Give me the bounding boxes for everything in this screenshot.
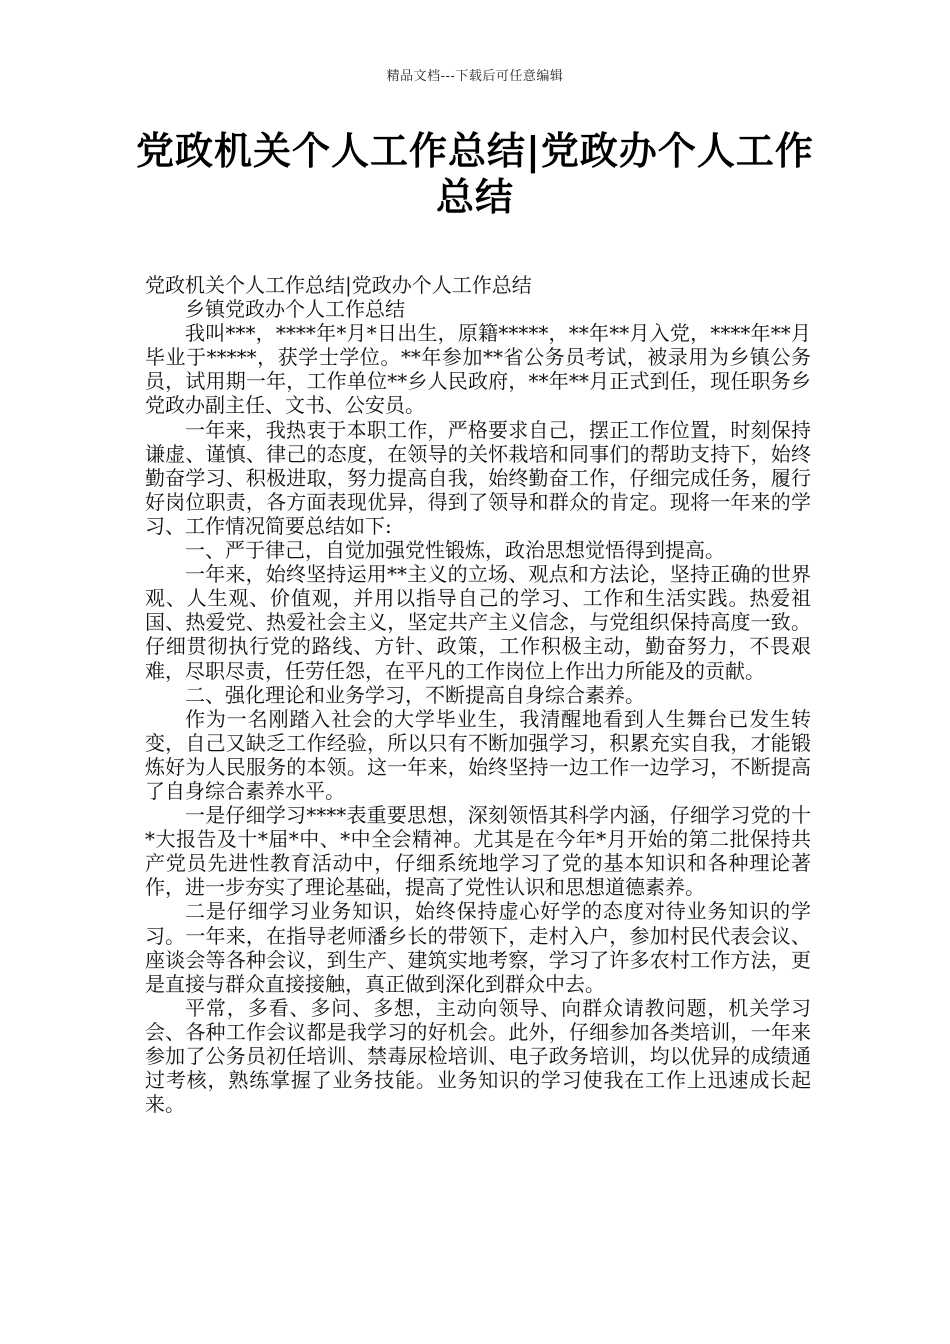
paragraph: 我叫***，****年*月*日出生，原籍*****，**年**月入党，****年**月毕业于*****，获学士学位。**年参加**省公务员考试，被录用为乡镇公务员，试用期一年，工作单位**乡人民政府，**年**月正式到任，现任职务乡党政办副主任、文书、公安员。 [145, 321, 811, 418]
paragraph: 一年来，始终坚持运用**主义的立场、观点和方法论，坚持正确的世界观、人生观、价值观，并用以指导自己的学习、工作和生活实践。热爱祖国、热爱党、热爱社会主义，坚定共产主义信念，与党组织保持高度一致。仔细贯彻执行党的路线、方针、政策，工作积极主动，勤奋努力，不畏艰难，尽职尽责，任劳任怨，在平凡的工作岗位上作出力所能及的贡献。 [145, 562, 811, 683]
document-title: 党政机关个人工作总结|党政办个人工作总结 [136, 129, 814, 219]
paragraph: 一年来，我热衷于本职工作，严格要求自己，摆正工作位置，时刻保持谦虚、谨慎、律己的态度，在领导的关怀栽培和同事们的帮助支持下，始终勤奋学习、积极进取，努力提高自我，始终勤奋工作，仔细完成任务，履行好岗位职责，各方面表现优异，得到了领导和群众的肯定。现将一年来的学习、工作情况简要总结如下: [145, 417, 811, 538]
section-heading: 一、严于律己，自觉加强党性锻炼，政治思想觉悟得到提高。 [185, 538, 725, 563]
paragraph-subtitle: 乡镇党政办个人工作总结 [185, 297, 405, 322]
section-heading: 二、强化理论和业务学习，不断提高自身综合素养。 [185, 682, 645, 707]
paragraph: 作为一名刚踏入社会的大学毕业生，我清醒地看到人生舞台已发生转变，自己又缺乏工作经验，所以只有不断加强学习，积累充实自我，才能锻炼好为人民服务的本领。这一年来，始终坚持一边工作一边学习，不断提高了自身综合素养水平。 [145, 706, 811, 803]
paragraph-subject-line: 党政机关个人工作总结|党政办个人工作总结 [145, 273, 532, 297]
paragraph: 平常，多看、多问、多想，主动向领导、向群众请教问题，机关学习会、各种工作会议都是我学习的好机会。此外，仔细参加各类培训，一年来参加了公务员初任培训、禁毒尿检培训、电子政务培训，均以优异的成绩通过考核，熟练掌握了业务技能。业务知识的学习使我在工作上迅速成长起来。 [145, 995, 811, 1117]
paragraph: 二是仔细学习业务知识，始终保持虚心好学的态度对待业务知识的学习。一年来，在指导老师潘乡长的带领下，走村入户，参加村民代表会议、座谈会等各种会议，到生产、建筑实地考察，学习了许多农村工作方法，更是直接与群众直接接触，真正做到深化到群众中去。 [145, 899, 811, 996]
document-body [145, 273, 811, 1116]
paragraph: 一是仔细学习****表重要思想，深刻领悟其科学内涵，仔细学习党的十*大报告及十*届*中、*中全会精神。尤其是在今年*月开始的第二批保持共产党员先进性教育活动中，仔细系统地学习了党的基本知识和各种理论著作，进一步夯实了理论基础，提高了党性认识和思想道德素养。 [145, 803, 811, 900]
page-header: 精品文档---下载后可任意编辑 [386, 69, 564, 84]
